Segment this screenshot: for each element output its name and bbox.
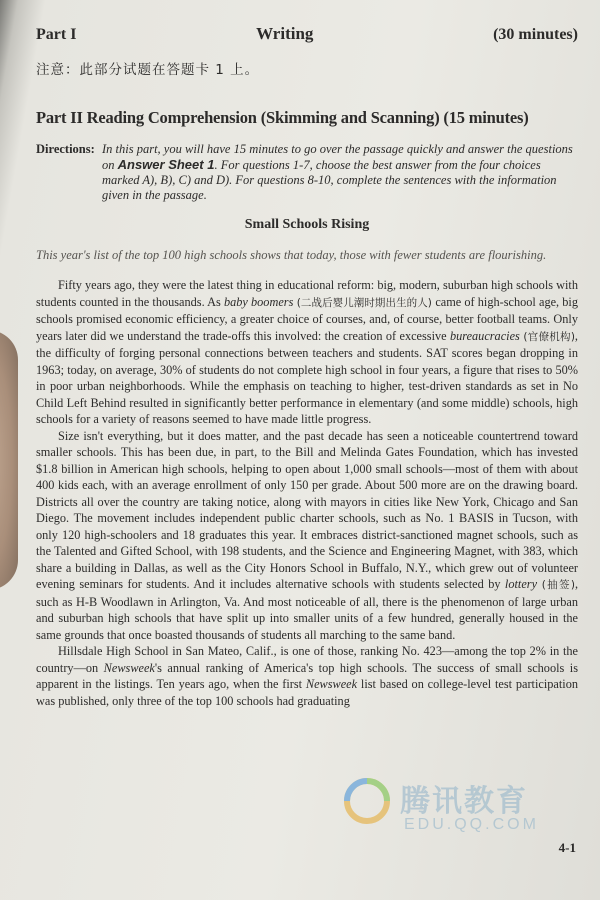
paragraph-1 [36, 277, 578, 428]
part1-label: Part I [36, 26, 77, 43]
directions-text-1: In this part, you will have 15 minutes to go over the passage quickly and answer the questions on [102, 142, 573, 172]
p2-text-b: , such as H-B Woodlawn in Arlington, Va. And most noticeable of all, there is the phenomenon of large urban and suburban high schools that have split up into smaller units of a few hundred, generally housed in the same grounds that once boasted thousands of students all marching to the same band. [36, 577, 579, 642]
directions-text-2: . For questions 1-7, choose the best answer from the four choices marked A), B), C) and D). For questions 8-10, complete the sentences with the information given in the passage. [102, 158, 557, 202]
watermark [344, 772, 574, 842]
term-bureaucracies: bureaucracies [449, 328, 520, 343]
part1-title: Writing [256, 24, 314, 43]
watermark-url: EDU.QQ.COM [404, 816, 539, 833]
term-newsweek: Newsweek [103, 660, 155, 675]
answer-sheet-label: Answer Sheet 1 [117, 157, 215, 172]
directions [36, 142, 578, 203]
part1-note: 注意：此部分试题在答题卡 1 上。 [36, 62, 260, 78]
p1-text-b: came of high-school age, big schools promised economic efficiency, a greater choice of courses, and, of course, better football teams. Only years later did we understand the trade-offs this involved: the creation of excessive [36, 294, 578, 343]
passage-lead: This year's list of the top 100 high schools shows that today, those with fewer students are flourishing. [36, 248, 547, 262]
gloss-bureaucracies: (官僚机构) [519, 330, 575, 343]
p1-text-a: Fifty years ago, they were the latest thing in educational reform: big, modern, suburban high schools with students counted in the thousands. As [36, 278, 578, 309]
p1-text-c: , the difficulty of forging personal connections between teachers and students. SAT scores began dropping in 1963; today, on average, 30% of students do not complete high school in four years, a figure that rises to 50% in poor urban neighborhoods. While the emphasis on teaching to higher, test-driven standards as set in No Child Left Behind resulted in significantly better performance in elementary (and some middle) schools, high schools for a variety of reasons seemed to have made little progress. [36, 328, 578, 426]
tencent-logo-icon [344, 778, 390, 824]
term-newsweek-2: Newsweek [305, 677, 358, 691]
gloss-lottery: (抽签) [537, 579, 575, 591]
gloss-baby-boomers: (二战后婴儿潮时期出生的人) [293, 296, 436, 309]
p3-text-c: list based on college-level test participation was published, only three of the top 100 schools had graduating [36, 677, 578, 708]
directions-text [102, 142, 578, 203]
passage-title: Small Schools Rising [244, 217, 370, 232]
p3-text-b: 's annual ranking of America's top high schools. The success of small schools is apparent in the listings. Ten years ago, when the first [36, 660, 579, 691]
thumb-shadow [0, 330, 18, 590]
paragraph-3 [36, 643, 578, 709]
watermark-cn: 腾讯教育 [400, 784, 528, 819]
part2-heading: Part II Reading Comprehension (Skimming and Scanning) (15 minutes) [36, 108, 529, 127]
page-content [36, 24, 578, 709]
paragraph-2 [36, 428, 578, 644]
part1-header [36, 24, 578, 44]
part1-time: (30 minutes) [493, 26, 578, 43]
p2-text-a: Size isn't everything, but it does matter, and the past decade has seen a noticeable countertrend toward smaller schools. This has been due, in part, to the Bill and Melinda Gates Foundation, which has invested $1.8 billion in American high schools, helping to open about 1,000 small schools—most of them with about 400 kids each, with an average enrollment of only 150 per grade. About 500 more are on the drawing board. Districts all over the country are taking notice, along with mayors in cities like New York, Chicago and San Diego. The movement includes independent public charter schools, such as No. 1 BASIS in Tucson, with only 120 high-schoolers and 18 graduates this year. It embraces district-sanctioned magnet schools, such as the Talented and Gifted School, with 198 students, and the Science and Engineering Magnet, with 383, which share a building in Dallas, as well as the City Honors School in Buffalo, N.Y., which grew out of volunteer evening seminars for students. And it includes alternative schools with students selected by [36, 428, 578, 591]
term-lottery: lottery [504, 577, 538, 591]
page-number: 4-1 [558, 840, 576, 855]
directions-label: Directions: [36, 142, 95, 156]
p3-text-a: Hillsdale High School in San Mateo, Calif., is one of those, ranking No. 423—among the top 2% in the country—on [36, 644, 578, 675]
term-baby-boomers: baby boomers [223, 294, 294, 309]
